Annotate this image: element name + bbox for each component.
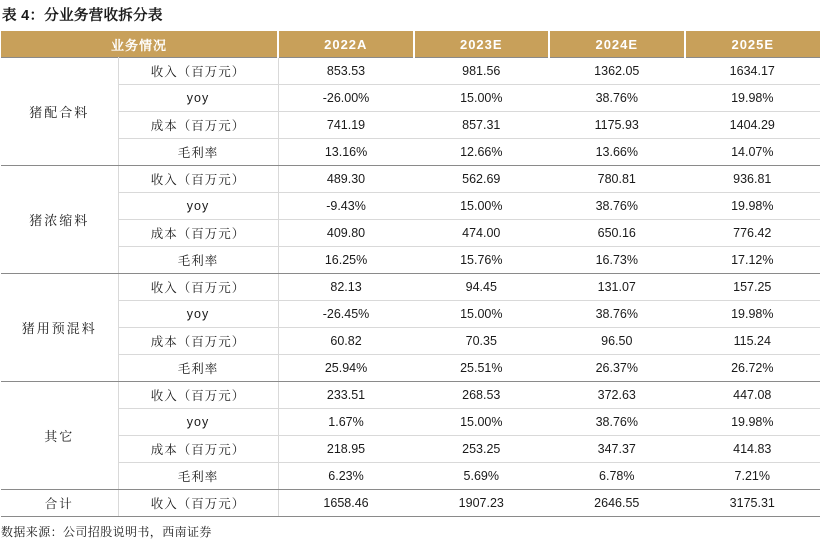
table-row	[1, 112, 820, 139]
segment-label: 猪用预混料	[1, 274, 118, 382]
row-item-label: 收入（百万元）	[118, 382, 278, 409]
column-header-business: 业务情况	[1, 31, 278, 58]
row-item-label: 毛利率	[118, 247, 278, 274]
table-body	[1, 58, 820, 517]
row-item-label: yoy	[118, 409, 278, 436]
cell-value: 372.63	[549, 382, 685, 409]
cell-value: 16.25%	[278, 247, 414, 274]
cell-value: 1658.46	[278, 490, 414, 517]
cell-value: 2646.55	[549, 490, 685, 517]
cell-value: 14.07%	[685, 139, 821, 166]
cell-value: 19.98%	[685, 409, 821, 436]
cell-value: 70.35	[414, 328, 550, 355]
row-item-label: 成本（百万元）	[118, 436, 278, 463]
cell-value: 38.76%	[549, 193, 685, 220]
cell-value: 96.50	[549, 328, 685, 355]
cell-value: 268.53	[414, 382, 550, 409]
table-row	[1, 274, 820, 301]
cell-value: 19.98%	[685, 301, 821, 328]
table-row	[1, 409, 820, 436]
cell-value: 857.31	[414, 112, 550, 139]
cell-value: 776.42	[685, 220, 821, 247]
cell-value: 650.16	[549, 220, 685, 247]
table-row	[1, 436, 820, 463]
cell-value: 1362.05	[549, 58, 685, 85]
row-item-label: 毛利率	[118, 139, 278, 166]
table-row	[1, 247, 820, 274]
table-row	[1, 166, 820, 193]
cell-value: 347.37	[549, 436, 685, 463]
cell-value: 489.30	[278, 166, 414, 193]
cell-value: 15.00%	[414, 301, 550, 328]
table-header-row	[1, 31, 820, 58]
cell-value: -26.45%	[278, 301, 414, 328]
cell-value: 38.76%	[549, 409, 685, 436]
cell-value: 15.00%	[414, 193, 550, 220]
cell-value: 60.82	[278, 328, 414, 355]
table-row-total	[1, 490, 820, 517]
cell-value: 474.00	[414, 220, 550, 247]
cell-value: 38.76%	[549, 85, 685, 112]
table-row	[1, 382, 820, 409]
row-item-label: 毛利率	[118, 355, 278, 382]
cell-value: 741.19	[278, 112, 414, 139]
cell-value: 1907.23	[414, 490, 550, 517]
cell-value: 15.00%	[414, 85, 550, 112]
cell-value: -9.43%	[278, 193, 414, 220]
cell-value: 82.13	[278, 274, 414, 301]
cell-value: 16.73%	[549, 247, 685, 274]
cell-value: 233.51	[278, 382, 414, 409]
cell-value: 409.80	[278, 220, 414, 247]
cell-value: 7.21%	[685, 463, 821, 490]
row-item-label: 成本（百万元）	[118, 220, 278, 247]
table-row	[1, 301, 820, 328]
cell-value: 131.07	[549, 274, 685, 301]
column-header-2022a: 2022A	[278, 31, 414, 58]
cell-value: 1404.29	[685, 112, 821, 139]
row-item-label: yoy	[118, 85, 278, 112]
cell-value: 1634.17	[685, 58, 821, 85]
table-row	[1, 58, 820, 85]
cell-value: 38.76%	[549, 301, 685, 328]
segment-label: 猪浓缩料	[1, 166, 118, 274]
cell-value: 19.98%	[685, 193, 821, 220]
table-row	[1, 85, 820, 112]
table-row	[1, 139, 820, 166]
cell-value: 562.69	[414, 166, 550, 193]
row-item-label: 毛利率	[118, 463, 278, 490]
row-item-label: 成本（百万元）	[118, 112, 278, 139]
cell-value: 218.95	[278, 436, 414, 463]
row-item-label: yoy	[118, 193, 278, 220]
cell-value: 94.45	[414, 274, 550, 301]
cell-value: 6.23%	[278, 463, 414, 490]
row-item-label: 收入（百万元）	[118, 166, 278, 193]
table-caption: 表 4：分业务营收拆分表	[2, 8, 163, 24]
column-header-2025e: 2025E	[685, 31, 821, 58]
financial-table	[1, 31, 820, 516]
cell-value: 253.25	[414, 436, 550, 463]
cell-value: 157.25	[685, 274, 821, 301]
cell-value: 25.94%	[278, 355, 414, 382]
table-row	[1, 193, 820, 220]
row-item-label: 成本（百万元）	[118, 328, 278, 355]
column-header-2024e: 2024E	[549, 31, 685, 58]
row-item-label: 收入（百万元）	[118, 490, 278, 517]
cell-value: 780.81	[549, 166, 685, 193]
cell-value: 19.98%	[685, 85, 821, 112]
cell-value: 13.66%	[549, 139, 685, 166]
cell-value: 1175.93	[549, 112, 685, 139]
table-row	[1, 220, 820, 247]
total-label: 合计	[1, 490, 118, 517]
cell-value: 115.24	[685, 328, 821, 355]
row-item-label: yoy	[118, 301, 278, 328]
column-header-2023e: 2023E	[414, 31, 550, 58]
cell-value: 25.51%	[414, 355, 550, 382]
cell-value: 853.53	[278, 58, 414, 85]
cell-value: 1.67%	[278, 409, 414, 436]
table-row	[1, 463, 820, 490]
cell-value: 13.16%	[278, 139, 414, 166]
cell-value: 981.56	[414, 58, 550, 85]
cell-value: 15.76%	[414, 247, 550, 274]
cell-value: 447.08	[685, 382, 821, 409]
cell-value: 5.69%	[414, 463, 550, 490]
row-item-label: 收入（百万元）	[118, 274, 278, 301]
cell-value: 17.12%	[685, 247, 821, 274]
cell-value: 3175.31	[685, 490, 821, 517]
row-item-label: 收入（百万元）	[118, 58, 278, 85]
cell-value: 12.66%	[414, 139, 550, 166]
cell-value: 6.78%	[549, 463, 685, 490]
cell-value: 26.72%	[685, 355, 821, 382]
cell-value: 414.83	[685, 436, 821, 463]
segment-label: 其它	[1, 382, 118, 490]
table-row	[1, 328, 820, 355]
cell-value: -26.00%	[278, 85, 414, 112]
cell-value: 15.00%	[414, 409, 550, 436]
source-note: 数据来源：公司招股说明书，西南证券	[1, 525, 212, 539]
table-row	[1, 355, 820, 382]
cell-value: 26.37%	[549, 355, 685, 382]
cell-value: 936.81	[685, 166, 821, 193]
segment-label: 猪配合料	[1, 58, 118, 166]
